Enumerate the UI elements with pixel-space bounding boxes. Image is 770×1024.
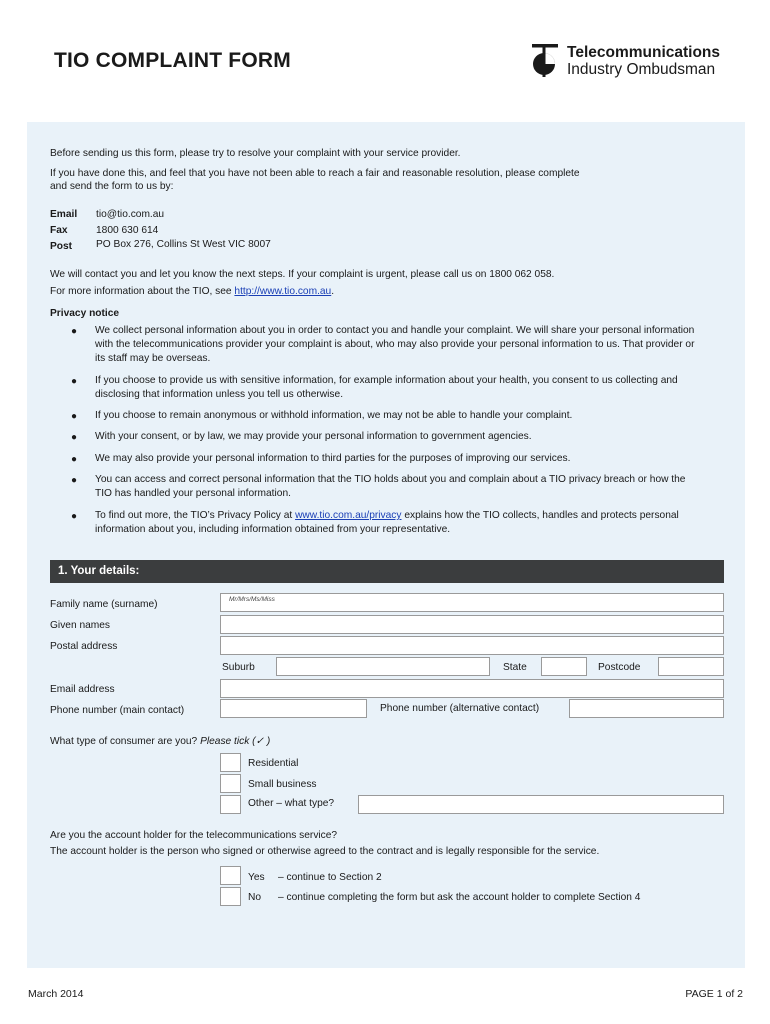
logo-line2: Industry Ombudsman — [567, 61, 716, 78]
privacy-bullet: If you choose to remain anonymous or withhold information, we may not be able to handle your complaint. — [95, 410, 573, 421]
no-instruction: – continue completing the form but ask the account holder to complete Section 4 — [278, 892, 641, 903]
post-value: PO Box 276, Collins St West VIC 8007 — [96, 239, 271, 250]
title-hint: Mr/Mrs/Ms/Miss — [229, 596, 275, 603]
other-type-field[interactable] — [358, 795, 724, 814]
bullet-icon: ● — [71, 376, 78, 387]
footer-page-number: PAGE 1 of 2 — [685, 988, 743, 1000]
phone-main-label: Phone number (main contact) — [50, 705, 185, 716]
tio-website-link[interactable]: http://www.tio.com.au — [234, 286, 332, 297]
account-holder-explanation: The account holder is the person who signed or otherwise agreed to the contract and is legally responsible for the service. — [50, 846, 600, 857]
logo-line1: Telecommunications — [567, 44, 721, 61]
privacy-bullet: You can access and correct personal information that the TIO holds about you and complain about a TIO privacy breach or how the TIO has handled your personal information. — [95, 474, 686, 499]
tio-logo-icon — [530, 44, 560, 78]
bullet-icon: ● — [71, 511, 78, 522]
given-names-label: Given names — [50, 620, 111, 631]
bullet-icon: ● — [71, 475, 78, 486]
privacy-bullet: If you choose to provide us with sensitive information, for example information about your health, you consent to us collecting and disclosing that information unless you tell us otherwise. — [95, 375, 678, 400]
state-field[interactable] — [541, 657, 587, 676]
privacy-bullet: To find out more, the TIO’s Privacy Policy at www.tio.com.au/privacy explains how the TIO collects, handles and protects personal information about you, including information obtained from your representative. — [95, 510, 679, 535]
postal-address-label: Postal address — [50, 641, 118, 652]
phone-alt-field[interactable] — [569, 699, 724, 718]
email-label: Email — [50, 209, 78, 220]
other-label: Other – what type? — [248, 798, 335, 809]
privacy-heading: Privacy notice — [50, 308, 120, 319]
next-steps-line2: For more information about the TIO, see http://www.tio.com.au. — [50, 286, 335, 297]
intro-paragraph-1: Before sending us this form, please try to resolve your complaint with your service provider. — [50, 148, 461, 159]
family-name-label: Family name (surname) — [50, 599, 158, 610]
bullet-icon: ● — [71, 326, 78, 337]
other-checkbox[interactable] — [220, 795, 241, 814]
privacy-bullet: We may also provide your personal information to third parties for the purposes of improving our services. — [95, 453, 571, 464]
phone-alt-label: Phone number (alternative contact) — [380, 703, 540, 714]
bullet-icon: ● — [71, 454, 78, 465]
post-label: Post — [50, 241, 73, 252]
yes-instruction: – continue to Section 2 — [278, 872, 382, 883]
fax-label: Fax — [50, 225, 68, 236]
phone-main-field[interactable] — [220, 699, 367, 718]
email-value: tio@tio.com.au — [96, 209, 165, 220]
section-header: 1. Your details: — [50, 560, 724, 583]
no-label: No — [248, 892, 262, 903]
small-business-checkbox[interactable] — [220, 774, 241, 793]
yes-checkbox[interactable] — [220, 866, 241, 885]
email-address-label: Email address — [50, 684, 115, 695]
intro-paragraph-2-line1: If you have done this, and feel that you have not been able to reach a fair and reasonable resolution, please complete — [50, 168, 580, 179]
email-address-field[interactable] — [220, 679, 724, 698]
bullet-icon: ● — [71, 432, 78, 443]
residential-label: Residential — [248, 758, 299, 769]
bullet-icon: ● — [71, 411, 78, 422]
yes-label: Yes — [248, 872, 265, 883]
suburb-field[interactable] — [276, 657, 490, 676]
next-steps-line1: We will contact you and let you know the next steps. If your complaint is urgent, please call us on 1800 062 058. — [50, 269, 555, 280]
state-label: State — [503, 662, 527, 673]
tio-logo — [530, 44, 720, 78]
fax-value: 1800 630 614 — [96, 225, 159, 236]
postcode-label: Postcode — [598, 662, 641, 673]
postal-address-field[interactable] — [220, 636, 724, 655]
account-holder-question: Are you the account holder for the telecommunications service? — [50, 830, 338, 841]
intro-paragraph-2-line2: and send the form to us by: — [50, 181, 174, 192]
no-checkbox[interactable] — [220, 887, 241, 906]
consumer-type-question: What type of consumer are you? Please tick (✓ ) — [50, 736, 271, 747]
family-name-field[interactable] — [220, 593, 724, 612]
footer-date: March 2014 — [28, 988, 84, 1000]
given-names-field[interactable] — [220, 615, 724, 634]
suburb-label: Suburb — [222, 662, 255, 673]
privacy-policy-link[interactable]: www.tio.com.au/privacy — [295, 510, 402, 521]
privacy-bullet: We collect personal information about you in order to contact you and handle your complaint. We will share your personal information with the telecommunications provider your complaint is about, who may also provide your personal information to us. That provider or its staff may be overseas. — [95, 325, 695, 364]
privacy-bullet: With your consent, or by law, we may provide your personal information to government agencies. — [95, 431, 532, 442]
small-business-label: Small business — [248, 779, 317, 790]
page-title: TIO COMPLAINT FORM — [54, 49, 291, 72]
residential-checkbox[interactable] — [220, 753, 241, 772]
postcode-field[interactable] — [658, 657, 724, 676]
